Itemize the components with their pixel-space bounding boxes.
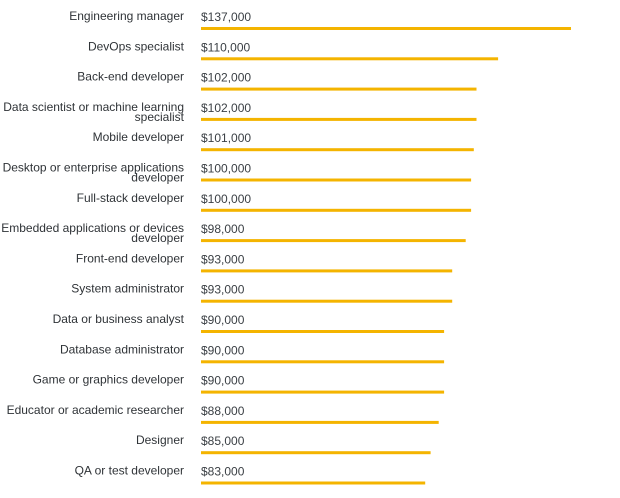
bar-row	[60, 342, 444, 363]
category-label	[7, 403, 184, 417]
value-label: $98,000	[201, 222, 245, 237]
category-label	[75, 464, 184, 478]
value-label: $88,000	[201, 403, 245, 418]
category-label	[33, 373, 184, 387]
category-label-line: Full-stack developer	[76, 190, 184, 205]
category-label-line: Data or business analyst	[52, 312, 184, 326]
category-label	[3, 161, 184, 185]
bar	[201, 148, 474, 151]
category-label-line: Engineering manager	[69, 9, 184, 23]
category-label-line: QA or test developer	[74, 463, 184, 478]
category-label-line: DevOps specialist	[87, 39, 184, 54]
category-label-line: specialist	[134, 109, 184, 124]
category-label	[69, 9, 184, 23]
value-label: $90,000	[201, 313, 245, 327]
value-label: $83,000	[201, 464, 245, 479]
bar	[201, 57, 498, 60]
category-label	[1, 221, 184, 245]
bar	[201, 179, 471, 182]
category-label-line: Embedded applications or devices	[1, 221, 184, 236]
category-label-line: Front-end developer	[75, 251, 184, 266]
bar	[201, 300, 452, 303]
bar	[201, 360, 444, 363]
category-label	[3, 100, 184, 124]
category-label	[71, 282, 184, 296]
value-label: $90,000	[201, 343, 245, 358]
category-label-line: Database administrator	[59, 342, 184, 357]
chart-rows	[1, 9, 571, 485]
value-label: $101,000	[201, 131, 252, 146]
bar-row	[3, 161, 472, 185]
bar-row	[1, 221, 465, 245]
category-label-line: Back-end developer	[77, 69, 184, 84]
bar-row	[33, 373, 445, 394]
bar	[201, 27, 571, 30]
category-label	[77, 191, 184, 205]
bar-row	[69, 9, 571, 30]
bar-row	[136, 433, 431, 454]
value-label: $85,000	[201, 434, 245, 449]
bar-row	[77, 191, 471, 212]
bar-row	[88, 39, 498, 60]
bar-row	[7, 403, 439, 424]
category-label-line: developer	[131, 170, 184, 185]
bar-row	[76, 251, 452, 272]
category-label-line: System administrator	[71, 281, 184, 296]
value-label: $100,000	[201, 191, 252, 206]
bar-row	[71, 282, 452, 303]
value-label: $93,000	[201, 282, 245, 297]
value-label: $90,000	[201, 373, 245, 388]
bar	[201, 421, 439, 424]
category-label-line: Mobile developer	[92, 130, 184, 145]
bar	[201, 269, 452, 272]
bar	[201, 239, 466, 242]
bar-row	[77, 70, 476, 91]
category-label-line: Data scientist or machine learning	[3, 99, 184, 114]
bar	[201, 451, 431, 454]
category-label	[76, 251, 184, 265]
bar-row	[3, 100, 476, 124]
category-label	[88, 39, 185, 53]
bar	[201, 330, 444, 333]
bar	[201, 391, 444, 394]
category-label-line: Desktop or enterprise applications	[2, 160, 184, 175]
value-label: $102,000	[201, 100, 252, 115]
bar-row	[53, 312, 445, 333]
bar	[201, 118, 477, 121]
category-label-line: Designer	[135, 433, 184, 448]
bar	[201, 482, 425, 485]
bar-row	[93, 130, 474, 151]
value-label: $137,000	[201, 10, 252, 24]
category-label-line: Educator or academic researcher	[6, 402, 184, 417]
category-label-line: Game or graphics developer	[32, 372, 184, 387]
category-label	[53, 312, 185, 326]
category-label-line: developer	[131, 231, 184, 246]
category-label	[93, 130, 184, 144]
bar	[201, 88, 477, 91]
value-label: $100,000	[201, 161, 252, 176]
bar-row	[75, 464, 426, 485]
value-label: $93,000	[201, 252, 245, 267]
category-label	[60, 342, 184, 356]
value-label: $110,000	[201, 40, 251, 55]
category-label	[136, 433, 184, 447]
value-label: $102,000	[201, 70, 252, 85]
bar	[201, 209, 471, 212]
category-label	[77, 70, 184, 84]
